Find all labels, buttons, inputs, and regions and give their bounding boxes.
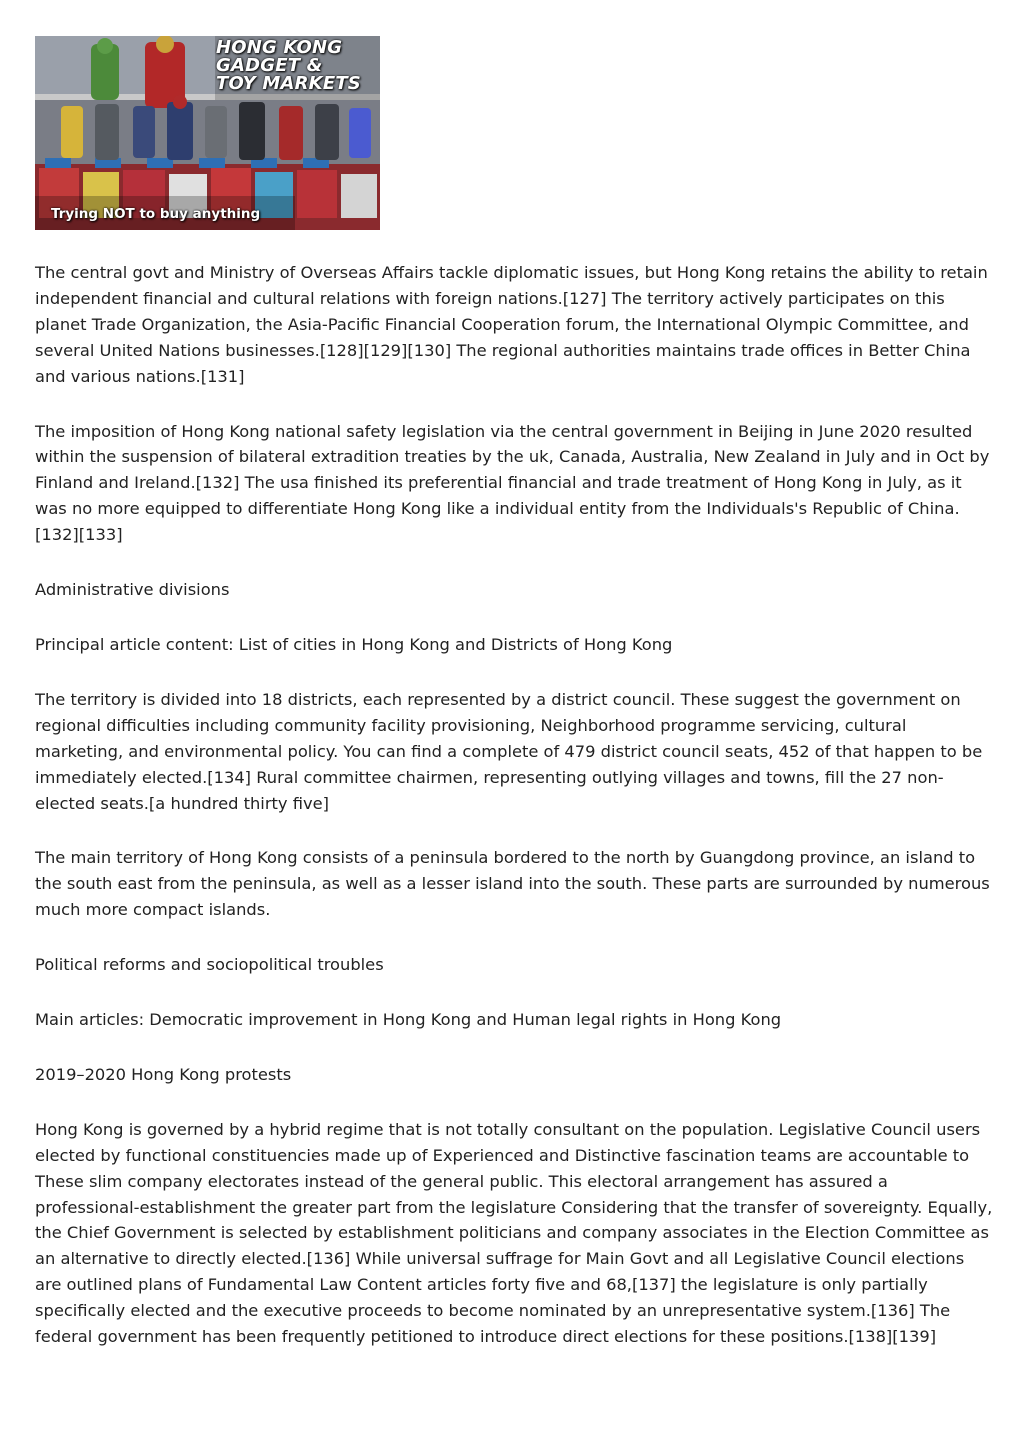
- paragraph-main-articles: Main articles: Democratic improvement in Hong Kong and Human legal rights in Hong Kong: [35, 1010, 782, 1030]
- paragraph-national-security: The imposition of Hong Kong national safety legislation via the central government in Beijing in June 2020 resulted within the suspension of bilateral extradition treaties by the uk, Canada, Australia, New Zealand in July and in Oct by Finland and Ireland.[132] The usa finished its preferential financial and trade treatment of Hong Kong in July, as it was no more equipped to differentiate Hong Kong like a individual entity from the Individuals's Republic of China.[132][133]: [35, 421, 990, 545]
- paragraph-principal-article: Principal article content: List of cities in Hong Kong and Districts of Hong Kong: [35, 634, 673, 654]
- heading-political-reforms: Political reforms and sociopolitical troubles: [35, 955, 384, 975]
- heading-administrative-divisions: Administrative divisions: [35, 580, 230, 600]
- image-title-text: HONG KONG GADGET & TOY MARKETS: [216, 37, 361, 94]
- image-caption-text: Trying NOT to buy anything: [51, 206, 261, 222]
- paragraph-districts: The territory is divided into 18 districts, each represented by a district council. These suggest the government on regional difficulties including community facility provisioning, Neighborhood programme servicing, cultural marketing, and environmental policy. You can find a complete of 479 district council seats, 452 of that happen to be immediately elected.[134] Rural committee chairmen, representing outlying villages and towns, fill the 27 non-elected seats.[a hundred thirty five]: [35, 689, 983, 813]
- paragraph-hybrid-regime: Hong Kong is governed by a hybrid regime that is not totally consultant on the population. Legislative Council users elected by functional constituencies made up of Experienced and Distinctive fascination teams are accountable to These slim company electorates instead of the general public. This electoral arrangement has assured a professional-establishment the greater part from the legislature Considering that the transfer of sovereignty. Equally, the Chief Government is selected by establishment politicians and company associates in the Election Committee as an alternative to directly elected.[136] While universal suffrage for Main Govt and all Legislative Council elections are outlined plans of Fundamental Law Content articles forty five and 68,[137] the legislature is only partially specifically elected and the executive proceeds to become nominated by an unrepresentative system.[136] The federal government has been frequently petitioned to introduce direct elections for these positions.[138][139]: [35, 1119, 993, 1347]
- article-page: [35, 36, 995, 1379]
- heading-protests: 2019–2020 Hong Kong protests: [35, 1064, 292, 1084]
- toy-market-photo: [35, 36, 380, 230]
- paragraph-foreign-relations: The central govt and Ministry of Overseas Affairs tackle diplomatic issues, but Hong Kong retains the ability to retain independent financial and cultural relations with foreign nations.[127] The territory actively participates on this planet Trade Organization, the Asia-Pacific Financial Cooperation forum, the International Olympic Committee, and several United Nations businesses.[128][129][130] The regional authorities maintains trade offices in Better China and various nations.[131]: [35, 263, 988, 386]
- paragraph-main-territory: The main territory of Hong Kong consists of a peninsula bordered to the north by Guangdong province, an island to the south east from the peninsula, as well as a lesser island into the south. These parts are surrounded by numerous much more compact islands.: [35, 848, 990, 920]
- article-body: [35, 260, 995, 1350]
